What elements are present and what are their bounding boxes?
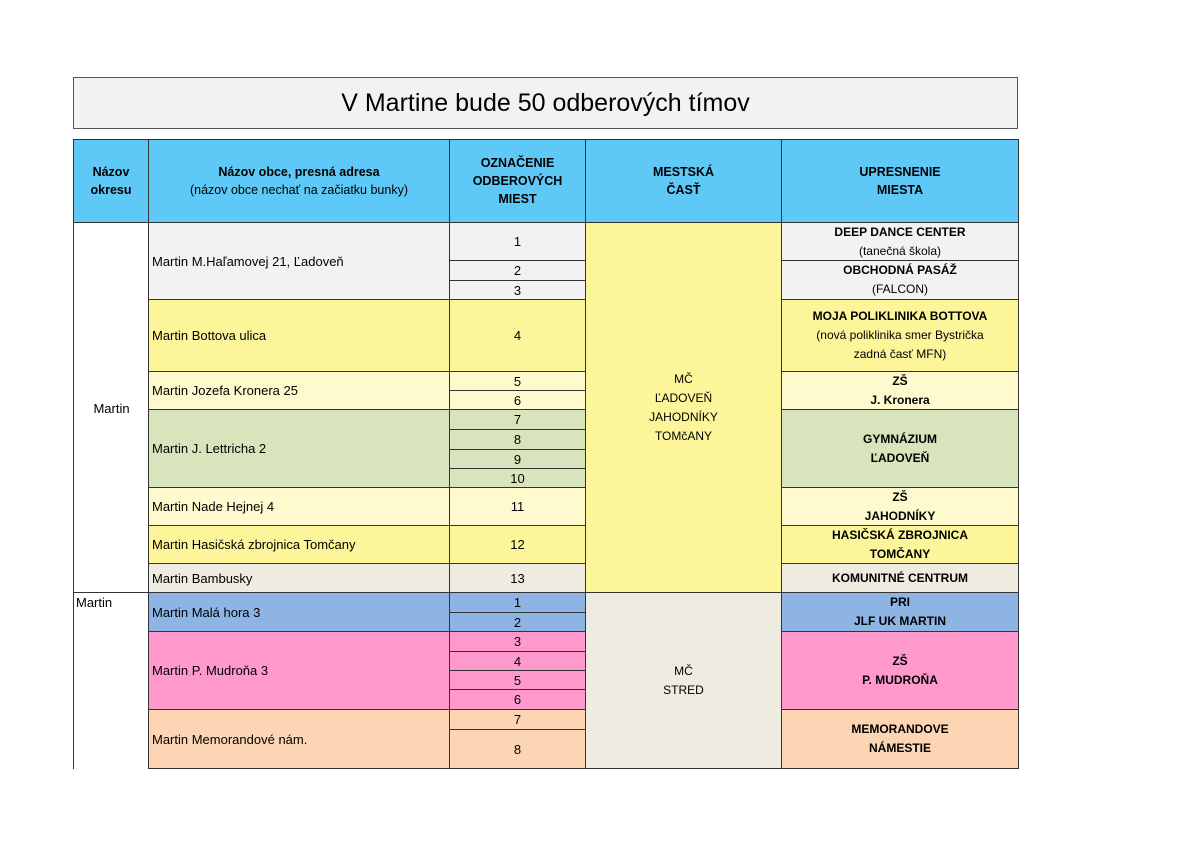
detail-note: (tanečná škola) [858,243,942,258]
address-row [148,592,450,632]
detail-title: J. Kronera [870,392,930,407]
site-number: 2 [449,260,586,281]
detail-title: JAHODNÍKY [864,508,936,523]
address-text: Martin Bottova ulica [152,328,267,343]
site-number: 13 [449,563,586,593]
header-okres-line2: okresu [90,183,132,197]
address-text: Martin Hasičská zbrojnica Tomčany [152,537,356,552]
site-number: 10 [449,468,586,488]
detail-cell [781,592,1019,632]
detail-title: ĽADOVEŇ [870,450,930,465]
address-text: Martin Bambusky [152,570,253,586]
address-row [148,709,450,769]
address-row [148,299,450,372]
address-row [148,409,450,488]
detail-title: PRI [889,595,910,609]
site-number: 5 [449,670,586,690]
district-line: MČ [674,663,693,678]
address-row [148,222,450,300]
detail-cell [781,563,1019,593]
header-oznacenie [449,139,586,223]
header-obec-line2: (názov obce nechať na začiatku bunky) [189,183,408,197]
detail-cell [781,371,1019,410]
district-cell-2 [585,592,782,769]
header-oznacenie-line1: OZNAČENIE [480,156,555,170]
site-number: 11 [449,487,586,526]
address-row [148,631,450,710]
site-number: 1 [449,592,586,613]
site-number: 6 [449,689,586,710]
detail-title: DEEP DANCE CENTER [834,224,966,239]
detail-title: KOMUNITNÉ CENTRUM [832,570,968,585]
detail-title: ZŠ [892,373,908,388]
address-row [148,525,450,564]
header-obec-line1: Názov obce, presná adresa [218,165,380,179]
page-title: V Martine bude 50 odberových tímov [73,77,1018,129]
header-okres [73,139,149,223]
address-text: Martin Nade Hejnej 4 [152,499,275,514]
header-okres-line1: Názov [92,165,130,179]
site-number: 6 [449,390,586,410]
detail-title: ZŠ [892,489,908,504]
address-row [148,371,450,410]
detail-note: (FALCON) [871,282,928,296]
header-upresnenie-line2: MIESTA [876,183,924,197]
site-number: 8 [449,729,586,769]
district-line: STRED [663,682,704,697]
header-oznacenie-line3: MIEST [498,192,537,206]
header-obec [148,139,450,223]
district-line: MČ [674,371,693,386]
detail-title: P. MUDROŇA [862,672,938,687]
district-cell-1 [585,222,782,593]
site-number: 9 [449,449,586,469]
site-number: 4 [449,651,586,671]
detail-note: (nová poliklinika smer Bystrička [816,328,984,342]
detail-cell [781,487,1019,526]
header-cast-line2: ČASŤ [666,183,701,197]
detail-title: TOMČANY [869,546,931,561]
detail-title: GYMNÁZIUM [863,431,937,446]
site-number: 4 [449,299,586,372]
detail-cell [781,525,1019,564]
detail-title: HASIČSKÁ ZBROJNICA [831,527,968,542]
site-number: 1 [449,222,586,261]
okres-cell-1 [73,222,149,593]
district-line: ĽADOVEŇ [654,390,713,405]
address-text: Martin Memorandové nám. [152,731,308,747]
detail-title: NÁMESTIE [868,741,931,755]
address-text: Martin J. Lettricha 2 [152,441,267,456]
detail-note: zadná časť MFN) [853,347,947,361]
header-upresnenie-line1: UPRESNENIE [859,165,941,179]
header-cast-line1: MESTSKÁ [652,165,715,179]
site-number: 12 [449,525,586,564]
detail-title: OBCHODNÁ PASÁŽ [843,263,957,277]
header-upresnenie [781,139,1019,223]
okres-label-1: Martin [93,400,130,416]
detail-cell [781,222,1019,261]
detail-title: ZŠ [892,653,908,668]
detail-title: JLF UK MARTIN [854,614,946,628]
detail-title: MEMORANDOVE [851,722,949,736]
site-number: 3 [449,280,586,300]
site-number: 7 [449,409,586,430]
detail-cell [781,709,1019,769]
address-text: Martin P. Mudroňa 3 [152,663,269,678]
detail-cell [781,299,1019,372]
detail-cell [781,409,1019,488]
okres-label-2: Martin [76,595,113,610]
detail-title: MOJA POLIKLINIKA BOTTOVA [812,309,988,323]
detail-cell [781,260,1019,300]
site-number: 7 [449,709,586,730]
site-number: 2 [449,612,586,632]
header-oznacenie-line2: ODBEROVÝCH [472,174,563,188]
district-line: TOMčANY [654,428,713,443]
district-line: JAHODNÍKY [649,409,718,424]
site-number: 5 [449,371,586,391]
site-number: 3 [449,631,586,652]
okres-cell-2 [73,592,149,769]
address-text: Martin M.Haľamovej 21, Ľadoveň [152,253,344,269]
header-cast [585,139,782,223]
site-number: 8 [449,429,586,450]
address-row [148,563,450,593]
address-text: Martin Malá hora 3 [152,604,261,620]
detail-cell [781,631,1019,710]
address-row [148,487,450,526]
address-text: Martin Jozefa Kronera 25 [152,383,298,398]
